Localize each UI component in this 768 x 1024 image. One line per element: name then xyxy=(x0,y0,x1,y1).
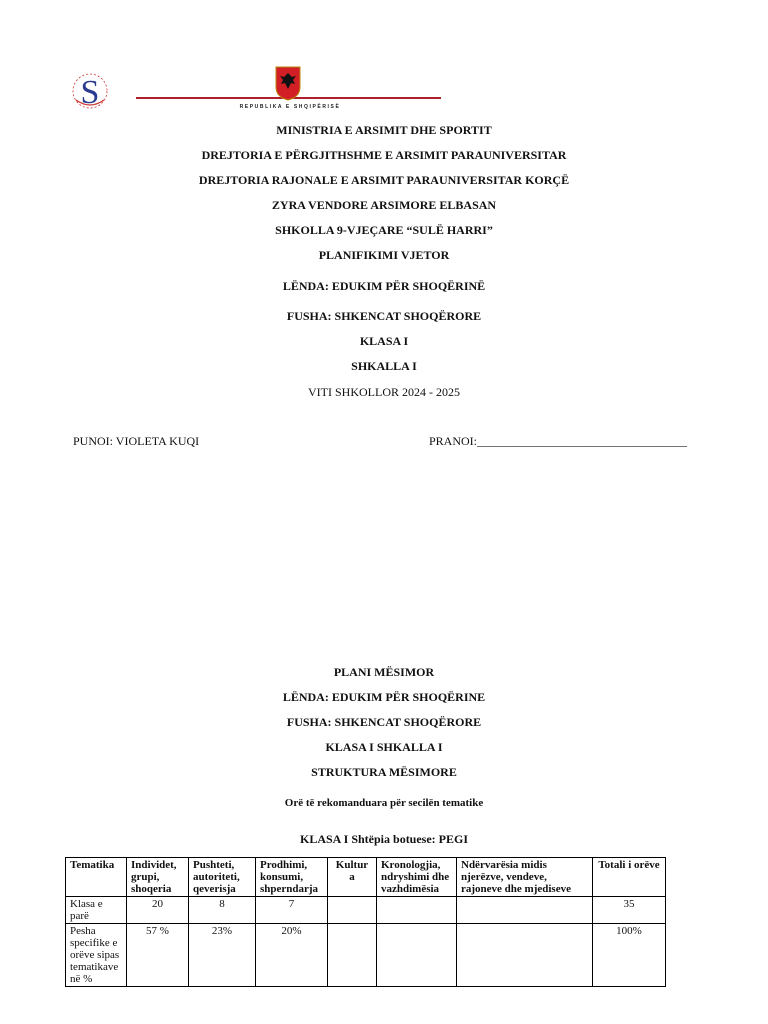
header-cell: Tematika xyxy=(66,858,127,897)
table-cell xyxy=(328,924,377,987)
class-line: KLASA I xyxy=(359,334,409,348)
ministry-line: MINISTRIA E ARSIMIT DHE SPORTIT xyxy=(276,123,492,137)
table-cell xyxy=(377,897,457,924)
table-row xyxy=(66,897,666,924)
svg-text:S: S xyxy=(80,74,100,111)
header-cell: Kultur a xyxy=(328,858,377,897)
field-line: FUSHA: SHKENCAT SHOQËRORE xyxy=(286,309,482,323)
subject-line: LËNDA: EDUKIM PËR SHOQËRINË xyxy=(282,279,486,293)
albanian-eagle-emblem-icon xyxy=(274,65,302,101)
plan-subject-line: LËNDA: EDUKIM PËR SHOQËRINE xyxy=(282,690,486,704)
table-cell: Klasa e parë xyxy=(66,897,127,924)
header-cell: Individet, grupi, shoqeria xyxy=(127,858,189,897)
header-cell: Prodhimi, konsumi, shperndarja xyxy=(256,858,328,897)
annual-plan-title: PLANIFIKIMI VJETOR xyxy=(318,248,450,262)
plan-title: PLANI MËSIMOR xyxy=(333,665,435,679)
level-line: SHKALLA I xyxy=(351,359,417,373)
table-cell: 20 xyxy=(127,897,189,924)
table-cell: 100% xyxy=(593,924,666,987)
table-cell xyxy=(377,924,457,987)
school-logo-icon xyxy=(70,70,110,112)
hours-title: Orë të rekomanduara për secilën tematike xyxy=(284,797,484,809)
publisher-line: KLASA I Shtëpia botuese: PEGI xyxy=(299,832,469,846)
plan-field-line: FUSHA: SHKENCAT SHOQËRORE xyxy=(286,715,482,729)
school-name-line: SHKOLLA 9-VJEÇARE “SULË HARRI” xyxy=(275,223,493,237)
header-cell: Ndërvarësia midis njerëzve, vendeve, rajoneve dhe mjediseve xyxy=(457,858,593,897)
general-directorate-line: DREJTORIA E PËRGJITHSHME E ARSIMIT PARAUNIVERSITAR xyxy=(201,148,567,162)
table-cell xyxy=(457,897,593,924)
school-year-line: VITI SHKOLLOR 2024 - 2025 xyxy=(308,385,460,399)
header-cell: Totali i orëve xyxy=(593,858,666,897)
header-cell: Pushteti, autoriteti, qeverisja xyxy=(189,858,256,897)
table-cell xyxy=(457,924,593,987)
table-cell: 23% xyxy=(189,924,256,987)
table-row xyxy=(66,924,666,987)
republic-caption: REPUBLIKA E SHQIPËRISË xyxy=(239,104,341,110)
table-cell: 8 xyxy=(189,897,256,924)
table-cell: 7 xyxy=(256,897,328,924)
prepared-by: PUNOI: VIOLETA KUQI xyxy=(73,434,200,448)
plan-structure-line: STRUKTURA MËSIMORE xyxy=(311,765,457,779)
table-cell xyxy=(328,897,377,924)
table-cell: Pesha specifike e orëve sipas tematikave në % xyxy=(66,924,127,987)
table-header-row xyxy=(66,858,666,897)
structure-table xyxy=(65,857,666,987)
regional-directorate-line: DREJTORIA RAJONALE E ARSIMIT PARAUNIVERSITAR KORÇË xyxy=(198,173,570,187)
plan-class-line: KLASA I SHKALLA I xyxy=(325,740,443,754)
table-cell: 35 xyxy=(593,897,666,924)
table-cell: 20% xyxy=(256,924,328,987)
approved-by: PRANOI:___________________________________ xyxy=(429,434,688,448)
table-cell: 57 % xyxy=(127,924,189,987)
header-cell: Kronologjia, ndryshimi dhe vazhdimësia xyxy=(377,858,457,897)
local-office-line: ZYRA VENDORE ARSIMORE ELBASAN xyxy=(271,198,497,212)
